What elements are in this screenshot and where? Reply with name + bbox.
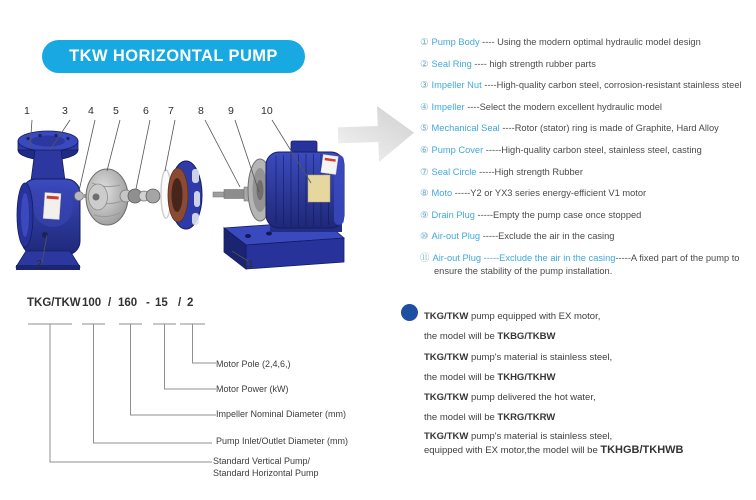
part-desc: ----Rotor (stator) ring is made of Graphite, Hard Alloy: [499, 123, 719, 134]
model-code-label-impeller: Impeller Nominal Diameter (mm): [216, 409, 347, 419]
part-name: Impeller: [431, 101, 465, 112]
model-code-label-standard-1: Standard Vertical Pump/: [213, 456, 311, 466]
part-list-item: [420, 79, 756, 92]
note-text: the model will be: [424, 331, 498, 342]
model-code-text: TKG/TKW: [424, 392, 469, 403]
part-number: 1: [24, 105, 30, 117]
part-desc: ---- high strength rubber parts: [471, 58, 596, 69]
part-number-badge: ⑤: [420, 123, 429, 135]
part-desc: -----A fixed part of the pump to ensure the stability of the pump installation.: [434, 252, 740, 276]
part-name: Seal Circle: [431, 166, 477, 177]
model-code-label-standard-2: Standard Horizontal Pump: [213, 468, 319, 478]
part-number-badge: ①: [420, 37, 429, 48]
model-code-label-motor-pole: Motor Pole (2,4,6,): [216, 359, 291, 369]
model-code-text: TKRG/TKRW: [497, 412, 556, 423]
model-code-segment: 2: [187, 297, 194, 309]
part-number-badge: ⑧: [420, 188, 429, 200]
model-code-text: TKG/TKW: [424, 431, 469, 442]
part-desc: ----Select the modern excellent hydraulic model: [464, 101, 662, 112]
note-line: [424, 372, 555, 383]
part-list-item: [420, 144, 756, 157]
part-list-item: [420, 122, 756, 135]
note-text: equipped with EX motor,the model will be: [424, 445, 601, 456]
part-list-item: [420, 230, 756, 243]
part-desc: -----Empty the pump case once stopped: [474, 209, 642, 220]
part-desc: ----High-quality carbon steel, corrosion-resistant stainless steel: [481, 80, 742, 91]
part-list-item: [420, 252, 756, 277]
part-number: 3: [62, 105, 68, 117]
parts-list: [420, 36, 756, 286]
part-name: Mechanical Seal: [431, 123, 500, 134]
part-name: Pump Body: [431, 37, 480, 47]
part-desc: -----Y2 or YX3 series energy-efficient V1 motor: [452, 188, 647, 199]
model-code-separator: /: [178, 297, 182, 309]
note-line: [424, 444, 684, 456]
part-name: Pump Cover: [431, 144, 484, 155]
note-text: pump's material is stainless steel,: [468, 352, 613, 363]
part-number-badge: ⑦: [420, 166, 429, 178]
part-name: Impeller Nut: [431, 80, 482, 91]
part-desc: -----High strength Rubber: [476, 166, 583, 177]
part-number: 9: [228, 105, 234, 117]
part-name: Air-out Plug -----Exclude the air in the casing: [432, 252, 616, 263]
note-line: [424, 331, 555, 342]
part-list-item: [420, 209, 756, 222]
model-code-separator: /: [108, 297, 112, 309]
motor: [213, 141, 344, 232]
part-name: Moto: [431, 188, 453, 199]
part-number: 5: [113, 105, 119, 117]
part-desc: -----Exclude the air in the casing: [480, 231, 615, 242]
part-number-badge: ⑥: [420, 144, 429, 156]
model-code-segment: TKG/TKW: [27, 297, 81, 309]
mechanical-seal: [120, 189, 160, 203]
part-number: 6: [143, 105, 149, 117]
page-title: TKW HORIZONTAL PUMP: [69, 47, 278, 65]
part-number-badge: ②: [420, 58, 429, 70]
note-line: [424, 311, 600, 322]
part-desc: -----High-quality carbon steel, stainless steel, casting: [483, 144, 702, 155]
part-number-badge: ③: [420, 80, 429, 92]
part-name: Seal Ring: [431, 58, 472, 69]
model-code-separator: -: [146, 297, 150, 309]
part-list-item: [420, 166, 756, 179]
note-text: pump equipped with EX motor,: [468, 311, 601, 322]
part-number-badge: ⑪: [420, 252, 430, 264]
note-line: [424, 392, 596, 403]
note-line: [424, 412, 555, 423]
part-number: 2: [36, 258, 42, 270]
part-desc: ---- Using the modern optimal hydraulic model design: [479, 37, 701, 47]
note-text: pump's material is stainless steel,: [468, 431, 613, 442]
model-code-text: TKHGB/TKHWB: [600, 444, 684, 456]
model-code-text: TKBG/TKBW: [497, 331, 556, 342]
model-code-text: TKG/TKW: [424, 311, 469, 322]
note-text: the model will be: [424, 412, 498, 423]
part-number: 10: [261, 105, 273, 117]
part-number-badge: ④: [420, 101, 429, 113]
note-line: [424, 431, 612, 442]
model-code-text: TKG/TKW: [424, 352, 469, 363]
note-line: [424, 352, 612, 363]
part-number: 8: [198, 105, 204, 117]
part-list-item: [420, 36, 756, 49]
model-code-segment: 100: [82, 297, 102, 309]
part-number: 11: [243, 258, 254, 270]
model-code-segment: 15: [155, 297, 168, 309]
model-code-text: TKHG/TKHW: [497, 372, 556, 383]
part-number-badge: ⑨: [420, 209, 429, 221]
part-list-item: [420, 101, 756, 114]
model-code-segment: 160: [118, 297, 138, 309]
title-banner: [42, 40, 305, 73]
part-name: Drain Plug: [431, 209, 475, 220]
part-name: Air-out Plug: [431, 231, 481, 242]
pump-exploded-view: [8, 95, 356, 285]
pump-body: [16, 131, 80, 270]
part-number: 7: [168, 105, 174, 117]
bullet-icon: [401, 304, 418, 321]
part-list-item: [420, 187, 756, 200]
model-code-callout-lines: [20, 318, 360, 478]
model-code-label-motor-power: Motor Power (kW): [216, 384, 289, 394]
right-arrow-icon: [335, 95, 420, 172]
pump-cover: [168, 161, 202, 229]
note-text: pump delivered the hot water,: [468, 392, 596, 403]
part-list-item: [420, 58, 756, 71]
part-number: 4: [88, 105, 94, 117]
note-text: the model will be: [424, 372, 498, 383]
model-code-label-inlet-outlet: Pump Inlet/Outlet Diameter (mm): [216, 436, 349, 446]
part-number-badge: ⑩: [420, 231, 429, 243]
